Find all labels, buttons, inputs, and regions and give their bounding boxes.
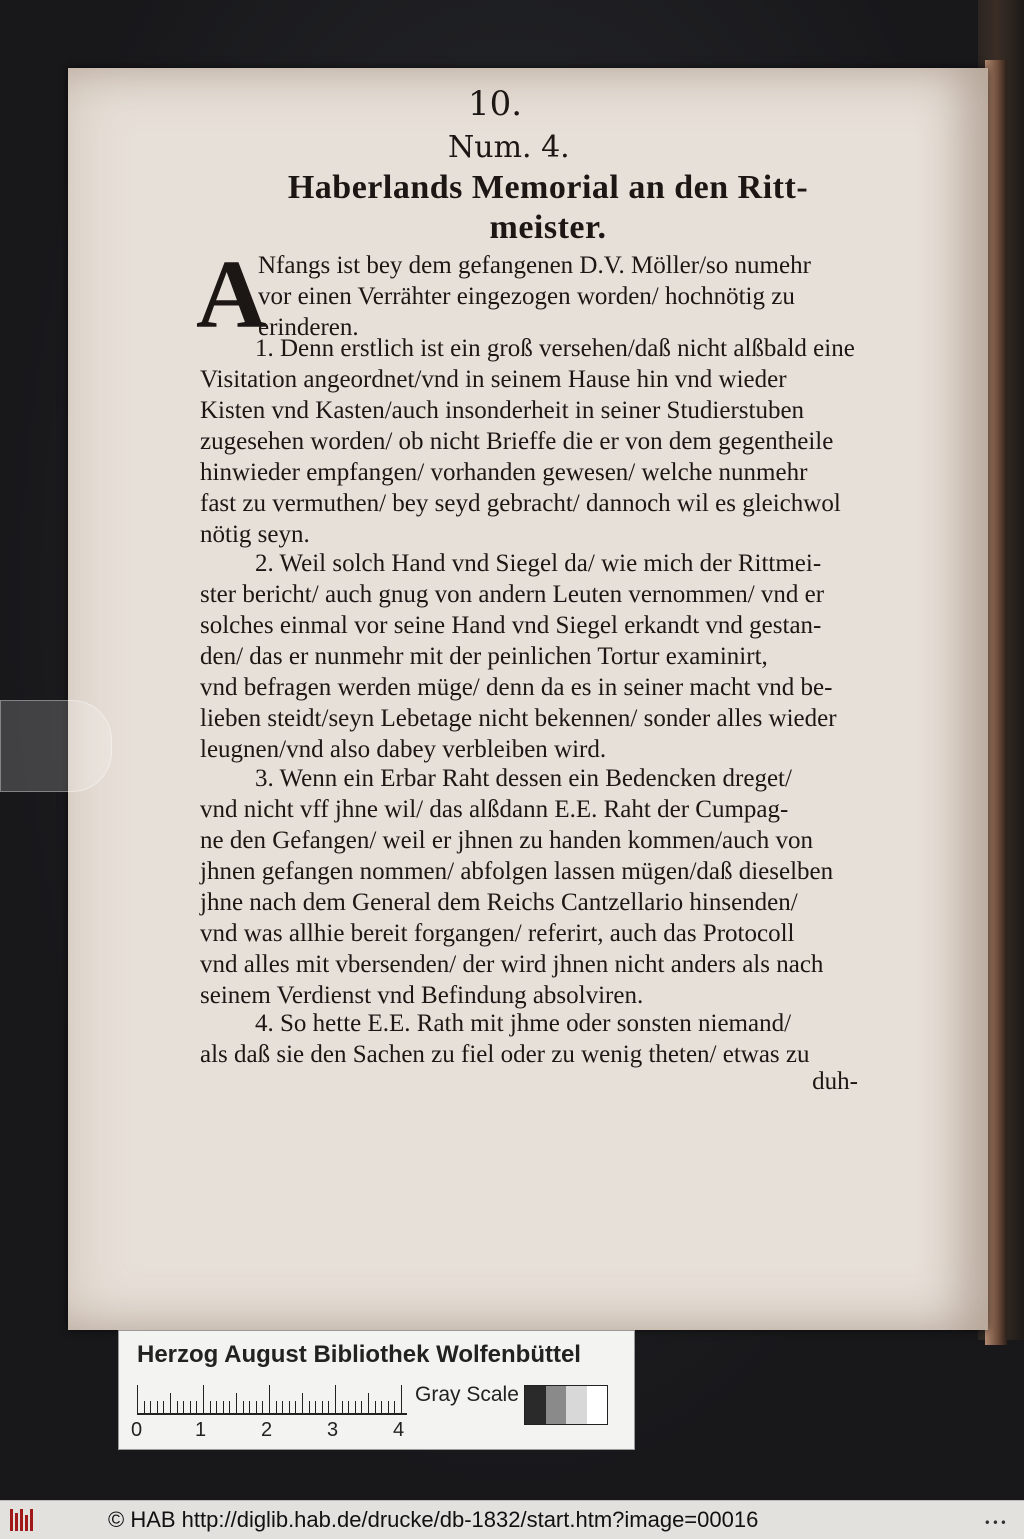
gray-swatch — [566, 1386, 587, 1424]
text-line: jhne nach dem General dem Reichs Cantzellario hinsenden/ — [200, 889, 798, 916]
color-calibration-card — [118, 1330, 635, 1450]
ruler-label: 1 — [195, 1419, 207, 1441]
drop-cap-initial: A — [196, 241, 267, 349]
ruler-tick — [223, 1401, 224, 1413]
hab-logo-icon — [10, 1509, 36, 1531]
ruler-tick — [295, 1401, 296, 1413]
ruler-tick — [381, 1401, 382, 1413]
ruler-tick — [322, 1401, 323, 1413]
document-title — [268, 168, 828, 248]
gray-swatch — [546, 1386, 567, 1424]
page-edge — [985, 60, 1007, 1345]
ruler-tick — [375, 1401, 376, 1413]
copyright-url[interactable]: © HAB http://diglib.hab.de/drucke/db-1832/start.htm?image=00016 — [108, 1507, 759, 1532]
text-line: Nfangs ist bey dem gefangenen D.V. Möller/so numehr — [258, 252, 811, 279]
ruler-tick — [203, 1385, 204, 1413]
book-page — [68, 68, 988, 1330]
ruler-label: 0 — [131, 1419, 143, 1441]
ruler-tick — [328, 1401, 329, 1413]
gray-scale-swatches — [524, 1385, 608, 1425]
text-line: 4. So hette E.E. Rath mit jhme oder sonsten niemand/ — [255, 1010, 792, 1037]
scale-ruler — [137, 1383, 407, 1415]
text-line: erinderen. — [258, 314, 359, 341]
page-text — [68, 68, 988, 1330]
ruler-tick — [196, 1401, 197, 1413]
catchword: duh- — [812, 1068, 858, 1095]
text-line: ne den Gefangen/ weil er jhnen zu handen kommen/auch von — [200, 827, 813, 854]
text-line: 3. Wenn ein Erbar Raht dessen ein Bedencken dreget/ — [255, 765, 792, 792]
text-line: 1. Denn erstlich ist ein groß versehen/daß nicht alßbald eine — [255, 335, 855, 362]
text-line: leugnen/vnd also dabey verbleiben wird. — [200, 736, 607, 763]
text-line: vnd was allhie bereit forgangen/ referirt, auch das Protocoll — [200, 920, 795, 947]
document-number-heading: Num. 4. — [448, 130, 570, 165]
ruler-tick — [368, 1393, 369, 1413]
ruler-label: 4 — [393, 1419, 405, 1441]
paragraph-1 — [200, 333, 930, 550]
library-name: Herzog August Bibliothek Wolfenbüttel — [137, 1341, 581, 1368]
ruler-tick — [282, 1401, 283, 1413]
ruler-tick — [210, 1401, 211, 1413]
text-line: vnd nicht vff jhne wil/ das alßdann E.E. Raht der Cumpag- — [200, 796, 789, 823]
title-line: Haberlands Memorial an den Ritt- — [287, 169, 809, 206]
ruler-tick — [243, 1401, 244, 1413]
text-line: solches einmal vor seine Hand vnd Siegel erkandt vnd gestan- — [200, 612, 822, 639]
paragraph-4 — [200, 1008, 930, 1070]
intro-paragraph — [258, 250, 918, 343]
ruler-tick — [229, 1401, 230, 1413]
paragraph-2 — [200, 548, 930, 765]
text-line: seinem Verdienst vnd Befindung absolviren. — [200, 982, 644, 1009]
ruler-tick — [256, 1401, 257, 1413]
text-line: vnd befragen werden müge/ denn da es in seiner macht vnd be- — [200, 674, 833, 701]
ruler-tick — [163, 1401, 164, 1413]
gray-swatch — [525, 1386, 546, 1424]
title-line: meister. — [489, 209, 607, 246]
ruler-tick — [269, 1385, 270, 1413]
text-line: fast zu vermuthen/ bey seyd gebracht/ dannoch wil es gleichwol — [200, 490, 841, 517]
footer-bar — [0, 1500, 1024, 1539]
text-line: lieben steidt/seyn Lebetage nicht bekennen/ sonder alles wieder — [200, 705, 837, 732]
text-line: den/ das er nunmehr mit der peinlichen Tortur examinirt, — [200, 643, 768, 670]
ruler-tick — [315, 1401, 316, 1413]
ruler-tick — [388, 1401, 389, 1413]
text-line: als daß sie den Sachen zu fiel oder zu wenig theten/ etwas zu — [200, 1041, 810, 1068]
ruler-tick — [262, 1401, 263, 1413]
page-number: 10. — [468, 84, 523, 124]
text-line: zugesehen worden/ ob nicht Brieffe die er von dem gegentheile — [200, 428, 834, 455]
ruler-label: 2 — [261, 1419, 273, 1441]
gray-scale-label: Gray Scale — [415, 1383, 519, 1406]
ruler-tick — [309, 1401, 310, 1413]
text-line: ster bericht/ auch gnug von andern Leuten vernommen/ vnd er — [200, 581, 825, 608]
ruler-tick — [144, 1401, 145, 1413]
ruler-tick — [394, 1401, 395, 1413]
text-line: Kisten vnd Kasten/auch insonderheit in seiner Studierstuben — [200, 397, 805, 424]
ruler-tick — [157, 1401, 158, 1413]
ruler-tick — [150, 1401, 151, 1413]
text-line: nötig seyn. — [200, 521, 310, 548]
text-line: hinwieder empfangen/ vorhanden gewesen/ welche nunmehr — [200, 459, 808, 486]
ruler-tick — [276, 1401, 277, 1413]
ruler-tick — [137, 1385, 138, 1413]
text-line: jhnen gefangen nommen/ abfolgen lassen mügen/daß dieselben — [200, 858, 834, 885]
ruler-tick — [361, 1401, 362, 1413]
more-options-icon[interactable]: ••• — [983, 1516, 1008, 1530]
ruler-tick — [302, 1393, 303, 1413]
ruler-tick — [216, 1401, 217, 1413]
ruler-tick — [355, 1401, 356, 1413]
gray-swatch — [587, 1386, 608, 1424]
ruler-tick — [170, 1393, 171, 1413]
text-line: vor einen Verrähter eingezogen worden/ hochnötig zu — [258, 283, 795, 310]
ruler-tick — [249, 1401, 250, 1413]
text-line: vnd alles mit vbersenden/ der wird jhnen nicht anders als nach — [200, 951, 824, 978]
ruler-tick — [342, 1401, 343, 1413]
ruler-tick — [335, 1385, 336, 1413]
ruler-tick — [401, 1385, 402, 1413]
ruler-tick — [183, 1401, 184, 1413]
ruler-tick — [236, 1393, 237, 1413]
ruler-tick — [289, 1401, 290, 1413]
ruler-label: 3 — [327, 1419, 339, 1441]
text-line: 2. Weil solch Hand vnd Siegel da/ wie mich der Rittmei- — [255, 550, 822, 577]
paragraph-3 — [200, 763, 930, 1011]
ruler-tick — [190, 1401, 191, 1413]
ruler-tick — [348, 1401, 349, 1413]
page-weight-glass — [0, 700, 112, 792]
text-line: Visitation angeordnet/vnd in seinem Hause hin vnd wieder — [200, 366, 787, 393]
ruler-tick — [177, 1401, 178, 1413]
